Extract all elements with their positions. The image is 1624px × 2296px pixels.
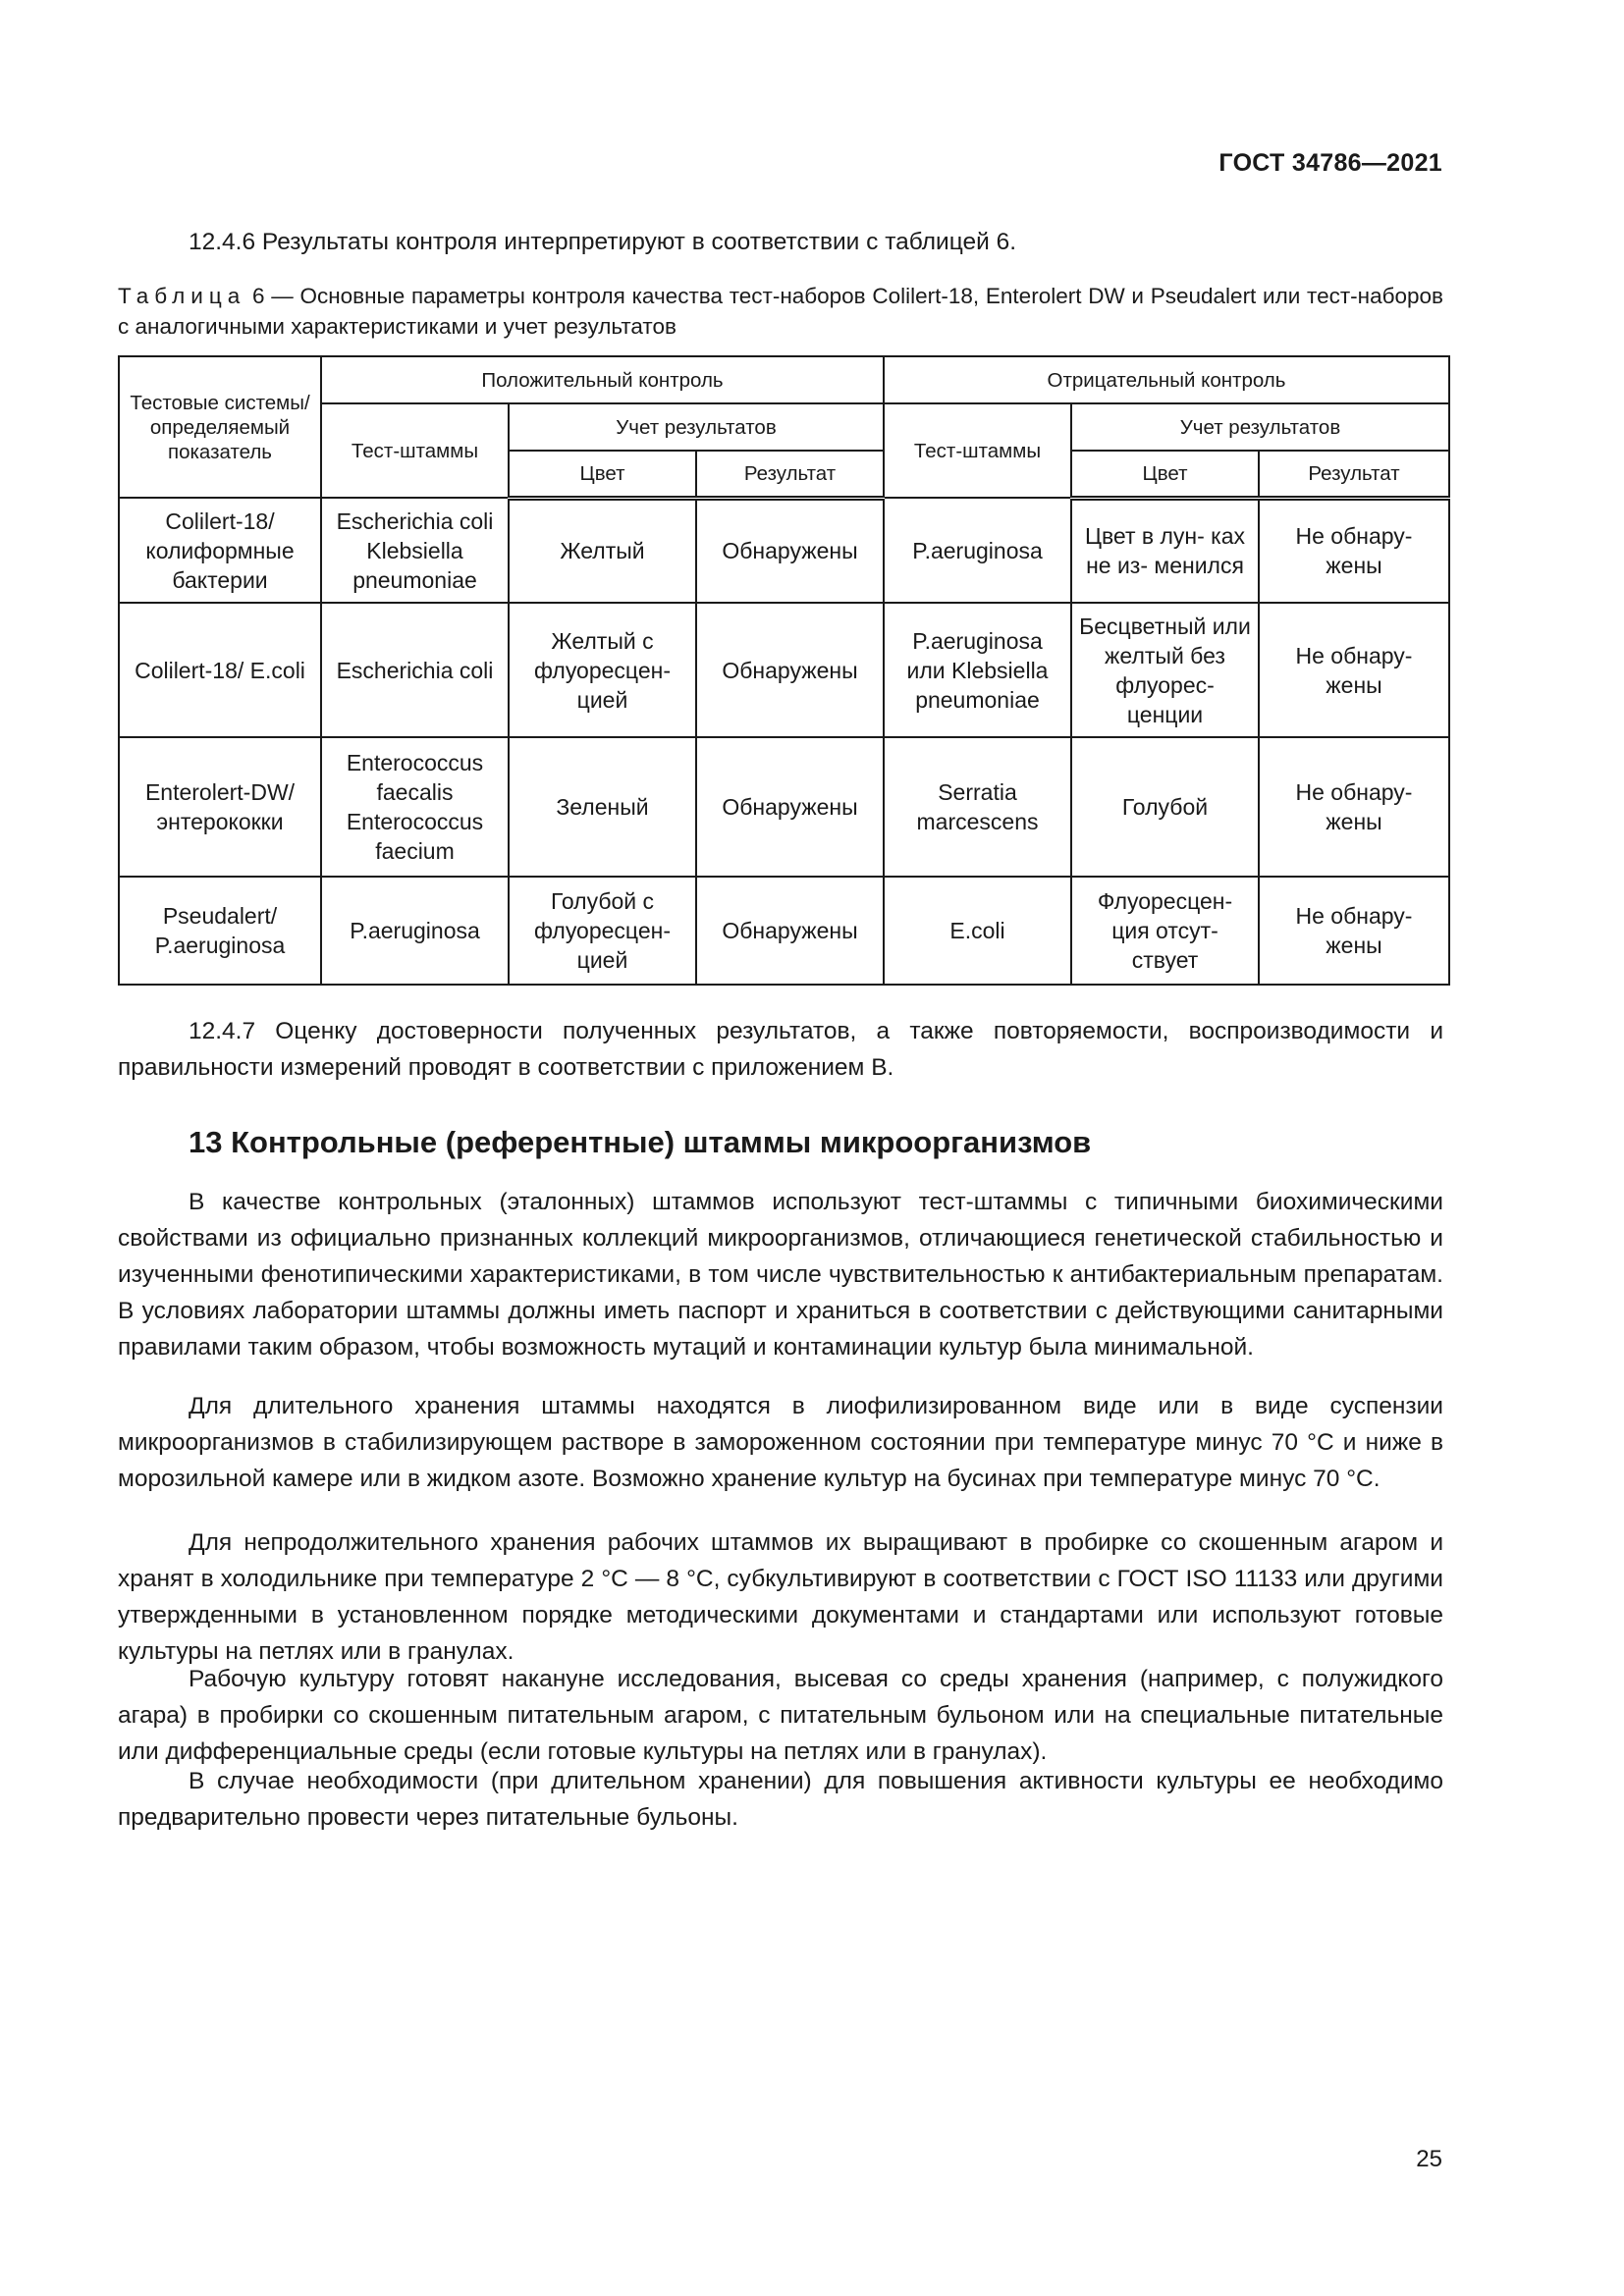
paragraph-12-4-7: 12.4.7 Оценку достоверности полученных результатов, а также повторяемости, воспроизводимости и правильности измерений проводят в соответствии с приложением В. bbox=[118, 1018, 1443, 1081]
cell-system: Colilert-18/ колиформные бактерии bbox=[119, 498, 321, 603]
cell-pos-color: Желтый bbox=[509, 498, 696, 603]
cell-neg-result: Не обнару- жены bbox=[1259, 498, 1449, 603]
cell-system: Enterolert-DW/ энтерококки bbox=[119, 737, 321, 877]
cell-system: Colilert-18/ E.coli bbox=[119, 603, 321, 737]
header-neg-results: Учет результатов bbox=[1071, 403, 1449, 451]
cell-neg-color: Голубой bbox=[1071, 737, 1259, 877]
cell-pos-result: Обнаружены bbox=[696, 603, 884, 737]
cell-pos-color: Желтый с флуоресцен- цией bbox=[509, 603, 696, 737]
cell-neg-color: Цвет в лун- ках не из- менился bbox=[1071, 498, 1259, 603]
cell-pos-strains: Enterococcus faecalis Enterococcus faecium bbox=[321, 737, 509, 877]
cell-pos-color: Зеленый bbox=[509, 737, 696, 877]
header-pos-results: Учет результатов bbox=[509, 403, 884, 451]
table-6-caption-text: 6 — Основные параметры контроля качества тест-наборов Colilert-18, Enterolert DW и Pseudalert или тест-наборов с аналогичными характеристиками и учет результатов bbox=[118, 284, 1443, 339]
table-6 bbox=[118, 355, 1450, 986]
cell-neg-strains: E.coli bbox=[884, 877, 1071, 985]
header-negative-control: Отрицательный контроль bbox=[884, 356, 1449, 403]
cell-pos-strains: Escherichia coli bbox=[321, 603, 509, 737]
cell-pos-strains: P.aeruginosa bbox=[321, 877, 509, 985]
table-row bbox=[119, 603, 1449, 737]
section-13-paragraph-5: В случае необходимости (при длительном хранении) для повышения активности культуры ее необходимо предварительно провести через питательные бульоны. bbox=[118, 1768, 1443, 1831]
cell-neg-strains: P.aeruginosa или Klebsiella pneumoniae bbox=[884, 603, 1071, 737]
header-neg-strains: Тест-штаммы bbox=[884, 403, 1071, 498]
section-13-heading: 13 Контрольные (референтные) штаммы микроорганизмов bbox=[189, 1125, 1092, 1159]
section-13-paragraph-1: В качестве контрольных (эталонных) штаммов используют тест-штаммы с типичными биохимическими свойствами из официально признанных коллекций микроорганизмов, отличающиеся генетической стабильностью и изученными фенотипическими характеристиками, в том числе чувствительностью к антибактериальным препаратам. В условиях лаборатории штаммы должны иметь паспорт и храниться в соответствии с действующими санитарными правилами таким образом, чтобы возможность мутаций и контаминации культур была минимальной. bbox=[118, 1189, 1443, 1361]
table-6-caption bbox=[118, 281, 1443, 342]
header-test-systems: Тестовые системы/ определяемый показатель bbox=[119, 356, 321, 498]
cell-neg-color: Флуоресцен- ция отсут- ствует bbox=[1071, 877, 1259, 985]
cell-neg-strains: P.aeruginosa bbox=[884, 498, 1071, 603]
section-13-paragraph-3: Для непродолжительного хранения рабочих штаммов их выращивают в пробирке со скошенным агаром и хранят в холодильнике при температуре 2 °С — 8 °С, субкультивируют в соответствии с ГОСТ ISO 11133 или другими утвержденными в установленном порядке методическими документами и стандартами или используют готовые культуры на петлях или в гранулах. bbox=[118, 1529, 1443, 1665]
cell-pos-result: Обнаружены bbox=[696, 737, 884, 877]
document-code: ГОСТ 34786—2021 bbox=[1218, 149, 1442, 177]
table-row bbox=[119, 737, 1449, 877]
cell-neg-result: Не обнару- жены bbox=[1259, 877, 1449, 985]
cell-system: Pseudalert/ P.aeruginosa bbox=[119, 877, 321, 985]
cell-pos-result: Обнаружены bbox=[696, 877, 884, 985]
header-pos-color: Цвет bbox=[509, 451, 696, 498]
cell-pos-strains: Escherichia coli Klebsiella pneumoniae bbox=[321, 498, 509, 603]
table-row bbox=[119, 498, 1449, 603]
header-pos-result: Результат bbox=[696, 451, 884, 498]
cell-neg-strains: Serratia marcescens bbox=[884, 737, 1071, 877]
cell-pos-color: Голубой с флуоресцен- цией bbox=[509, 877, 696, 985]
section-13-paragraph-2: Для длительного хранения штаммы находятся в лиофилизированном виде или в виде суспензии микроорганизмов в стабилизирующем растворе в замороженном состоянии при температуре минус 70 °С и ниже в морозильной камере или в жидком азоте. Возможно хранение культур на бусинах при температуре минус 70 °С. bbox=[118, 1393, 1443, 1492]
section-13-paragraph-4: Рабочую культуру готовят накануне исследования, высевая со среды хранения (например, с полужидкого агара) в пробирки со скошенным питательным агаром, с питательным бульоном или на специальные питательные или дифференциальные среды (если готовые культуры на петлях или в гранулах). bbox=[118, 1666, 1443, 1765]
header-neg-result: Результат bbox=[1259, 451, 1449, 498]
cell-neg-result: Не обнару- жены bbox=[1259, 603, 1449, 737]
table-6-caption-label: Таблица bbox=[118, 284, 246, 308]
header-pos-strains: Тест-штаммы bbox=[321, 403, 509, 498]
paragraph-12-4-6: 12.4.6 Результаты контроля интерпретируют в соответствии с таблицей 6. bbox=[189, 229, 1017, 255]
page-number: 25 bbox=[1416, 2146, 1442, 2172]
cell-neg-result: Не обнару- жены bbox=[1259, 737, 1449, 877]
header-neg-color: Цвет bbox=[1071, 451, 1259, 498]
cell-pos-result: Обнаружены bbox=[696, 498, 884, 603]
cell-neg-color: Бесцветный или желтый без флуорес- ценции bbox=[1071, 603, 1259, 737]
table-row bbox=[119, 877, 1449, 985]
header-positive-control: Положительный контроль bbox=[321, 356, 884, 403]
